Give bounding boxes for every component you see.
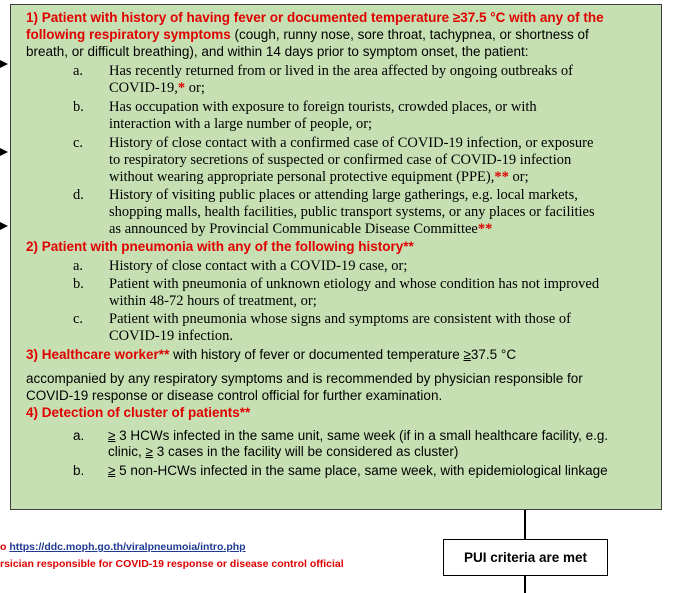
list-marker: a. — [73, 63, 84, 79]
criterion-1-heading: 1) Patient with history of having fever or documented temperature ≥37.5 °C with any of the — [26, 10, 604, 25]
list-item-text: interaction with a large number of people, or; — [109, 116, 373, 132]
list-item-text: clinic, ≥ 3 cases in the facility will be considered as cluster) — [108, 444, 459, 459]
list-marker: d. — [73, 187, 84, 203]
criterion-4-heading: 4) Detection of cluster of patients** — [26, 405, 251, 420]
list-item-text: ≥ 3 HCWs infected in the same unit, same week (if in a small healthcare facility, e.g. — [108, 428, 609, 443]
list-item-text: History of close contact with a confirmed case of COVID-19 infection, or exposure — [109, 135, 594, 151]
list-item-text: Patient with pneumonia whose signs and symptoms are consistent with those of — [109, 311, 571, 327]
list-marker: b. — [73, 276, 84, 292]
left-arrow-icon — [0, 222, 8, 230]
list-item-text: Patient with pneumonia of unknown etiology and whose condition has not improved — [109, 276, 600, 292]
criterion-2-heading: 2) Patient with pneumonia with any of the following history** — [26, 239, 414, 254]
list-marker: a. — [73, 258, 84, 274]
list-item-text: shopping malls, health facilities, public transport systems, or any places or facilities — [109, 204, 595, 220]
criterion-3-text: accompanied by any respiratory symptoms and is recommended by physician responsible for — [26, 371, 583, 386]
criterion-3-heading: 3) Healthcare worker** with history of fever or documented temperature ≥37.5 °C — [26, 347, 517, 362]
list-item-text: without wearing appropriate personal protective equipment (PPE),** or; — [109, 169, 529, 185]
list-marker: b. — [73, 463, 85, 478]
list-item-text: COVID-19,* or; — [109, 80, 205, 96]
footer-link-line: o https://ddc.moph.go.th/viralpneumoia/intro.php — [0, 541, 246, 553]
list-item-text: History of visiting public places or attending large gatherings, e.g. local markets, — [109, 187, 578, 203]
connector-line — [524, 510, 526, 539]
list-item-text: Has occupation with exposure to foreign tourists, crowded places, or with — [109, 99, 537, 115]
pui-criteria-box: PUI criteria are met — [443, 539, 608, 576]
list-marker: c. — [73, 311, 84, 327]
left-arrow-icon — [0, 60, 8, 68]
criterion-1-heading-line2: following respiratory symptoms (cough, runny nose, sore throat, tachypnea, or shortness of — [26, 27, 589, 42]
list-item-text: Has recently returned from or lived in the area affected by ongoing outbreaks of — [109, 63, 573, 79]
list-marker: b. — [73, 99, 84, 115]
footer-note: rsician responsible for COVID-19 response or disease control official — [0, 558, 344, 570]
list-item-text: COVID-19 infection. — [109, 328, 234, 344]
list-marker: a. — [73, 428, 85, 443]
list-item-text: to respiratory secretions of suspected or confirmed case of COVID-19 infection — [109, 152, 572, 168]
list-marker: c. — [73, 135, 84, 151]
left-arrow-icon — [0, 148, 8, 156]
criterion-1-heading-line3: breath, or difficult breathing), and within 14 days prior to symptom onset, the patient: — [26, 44, 529, 59]
list-item-text: within 48-72 hours of treatment, or; — [109, 293, 317, 309]
list-item-text: History of close contact with a COVID-19 case, or; — [109, 258, 408, 274]
criterion-3-text: COVID-19 response or disease control official for further examination. — [26, 388, 443, 403]
list-item-text: as announced by Provincial Communicable Disease Committee** — [109, 221, 493, 237]
reference-link[interactable]: https://ddc.moph.go.th/viralpneumoia/intro.php — [9, 541, 246, 553]
list-item-text: ≥ 5 non-HCWs infected in the same place, same week, with epidemiological linkage — [108, 463, 608, 478]
connector-line — [524, 576, 526, 593]
